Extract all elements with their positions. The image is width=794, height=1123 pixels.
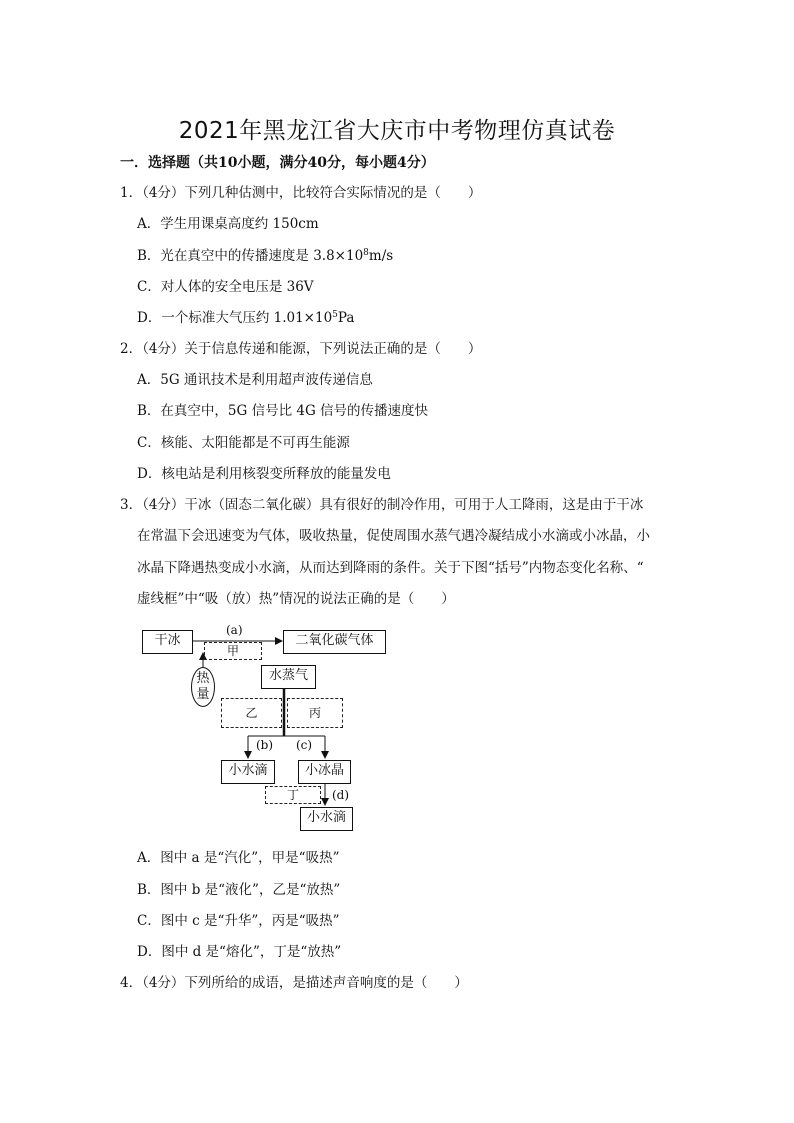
co2-gas-box: 二氧化碳气体 xyxy=(283,630,386,654)
ice-crystal-box: 小冰晶 xyxy=(298,760,351,784)
label-d: (d) xyxy=(332,788,350,802)
q2-option-d: D．核电站是利用核裂变所释放的能量发电 xyxy=(137,466,391,482)
yi-dashed-box: 乙 xyxy=(221,698,282,728)
q2-stem: 2．（4分）关于信息传递和能源，下列说法正确的是（ ） xyxy=(120,341,482,357)
label-b: (b) xyxy=(256,738,274,752)
q3-stem-line1: 3．（4分）干冰（固态二氧化碳）具有很好的制冷作用，可用于人工降雨，这是由于干冰 xyxy=(120,497,644,513)
q4-stem: 4．（4分）下列所给的成语，是描述声音响度的是（ ） xyxy=(120,975,468,991)
q3-stem-line4: 虚线框”中“吸（放）热”情况的说法正确的是（ ） xyxy=(137,591,455,607)
q3-option-d: D．图中 d 是“熔化”，丁是“放热” xyxy=(137,944,342,960)
q3-stem-line2: 在常温下会迅速变为气体，吸收热量，促使周围水蒸气遇冷凝结成小水滴或小冰晶，小 xyxy=(137,528,650,544)
jia-dashed-box: 甲 xyxy=(204,642,262,660)
dry-ice-box: 干冰 xyxy=(142,630,193,654)
vapor-box: 水蒸气 xyxy=(261,665,316,689)
q1-option-d: D．一个标准大气压约 $1.01\times 10^5Pa$ xyxy=(137,310,355,326)
section-heading: 一．选择题（共10小题，满分40分，每小题4分） xyxy=(120,155,435,171)
droplet-box-2: 小水滴 xyxy=(300,807,353,831)
bing-dashed-box: 丙 xyxy=(287,698,343,728)
q1-stem: 1．（4分）下列几种估测中，比较符合实际情况的是（ ） xyxy=(120,185,482,201)
q3-option-b: B．图中 b 是“液化”，乙是“放热” xyxy=(137,882,341,898)
label-c: (c) xyxy=(296,738,313,752)
q3-stem-line3: 冰晶下降遇热变成小水滴，从而达到降雨的条件。关于下图“括号”内物态变化名称、“ xyxy=(137,560,644,576)
q3-option-a: A．图中 a 是“汽化”，甲是“吸热” xyxy=(137,850,340,866)
ding-dashed-box: 丁 xyxy=(265,786,321,804)
page-title: 2021年黑龙江省大庆市中考物理仿真试卷 xyxy=(178,118,616,144)
q1-option-c: C．对人体的安全电压是 36V xyxy=(137,279,314,295)
q1-option-b: B．光在真空中的传播速度是 $3.8\times 10^8m/s$ xyxy=(137,248,394,264)
q1-option-a: A．学生用课桌高度约 150cm xyxy=(137,216,319,232)
q2-option-a: A．5G 通讯技术是利用超声波传递信息 xyxy=(137,372,373,388)
q2-option-c: C．核能、太阳能都是不可再生能源 xyxy=(137,435,350,451)
label-a: (a) xyxy=(226,623,243,637)
q3-option-c: C．图中 c 是“升华”，丙是“吸热” xyxy=(137,913,340,929)
droplet-box-1: 小水滴 xyxy=(221,760,275,784)
heat-oval: 热 量 xyxy=(191,667,215,707)
q2-option-b: B．在真空中，5G 信号比 4G 信号的传播速度快 xyxy=(137,403,429,419)
